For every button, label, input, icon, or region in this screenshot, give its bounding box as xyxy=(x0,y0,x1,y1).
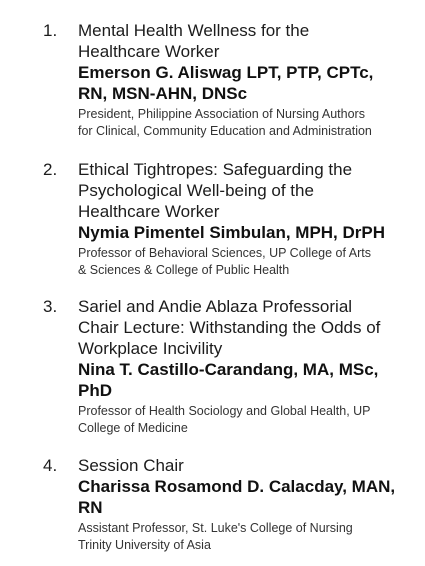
speaker-name: Charissa Rosamond D. Calacday, MAN, RN xyxy=(78,477,396,517)
item-body xyxy=(78,296,418,436)
speaker-name: Nina T. Castillo-Carandang, MA, MSc, PhD xyxy=(78,360,379,400)
talk-title: Sariel and Andie Ablaza Professorial Chair Lecture: Withstanding the Odds of Workplace Incivility xyxy=(78,297,381,358)
item-body xyxy=(78,20,418,139)
talk-title: Ethical Tightropes: Safeguarding the Psychological Well-being of the Healthcare Worker xyxy=(78,160,353,221)
item-body xyxy=(78,455,418,553)
speaker-affiliation: Professor of Health Sociology and Global Health, UP College of Medicine xyxy=(78,404,371,435)
talk-title: Mental Health Wellness for the Healthcare Worker xyxy=(78,21,310,61)
speaker-affiliation: Assistant Professor, St. Luke's College of Nursing Trinity University of Asia xyxy=(78,521,353,552)
item-number: 3. xyxy=(43,297,58,316)
speaker-affiliation: Professor of Behavioral Sciences, UP College of Arts & Sciences & College of Public Health xyxy=(78,246,371,277)
speaker-name: Nymia Pimentel Simbulan, MPH, DrPH xyxy=(78,223,386,242)
talk-title: Session Chair xyxy=(78,456,184,475)
item-number: 4. xyxy=(43,456,58,475)
speaker-name: Emerson G. Aliswag LPT, PTP, CPTc, RN, MSN-AHN, DNSc xyxy=(78,63,374,103)
item-number: 2. xyxy=(43,160,58,179)
speaker-affiliation: President, Philippine Association of Nursing Authors for Clinical, Community Education and Administration xyxy=(78,107,372,138)
item-number: 1. xyxy=(43,21,58,40)
item-body xyxy=(78,159,418,278)
